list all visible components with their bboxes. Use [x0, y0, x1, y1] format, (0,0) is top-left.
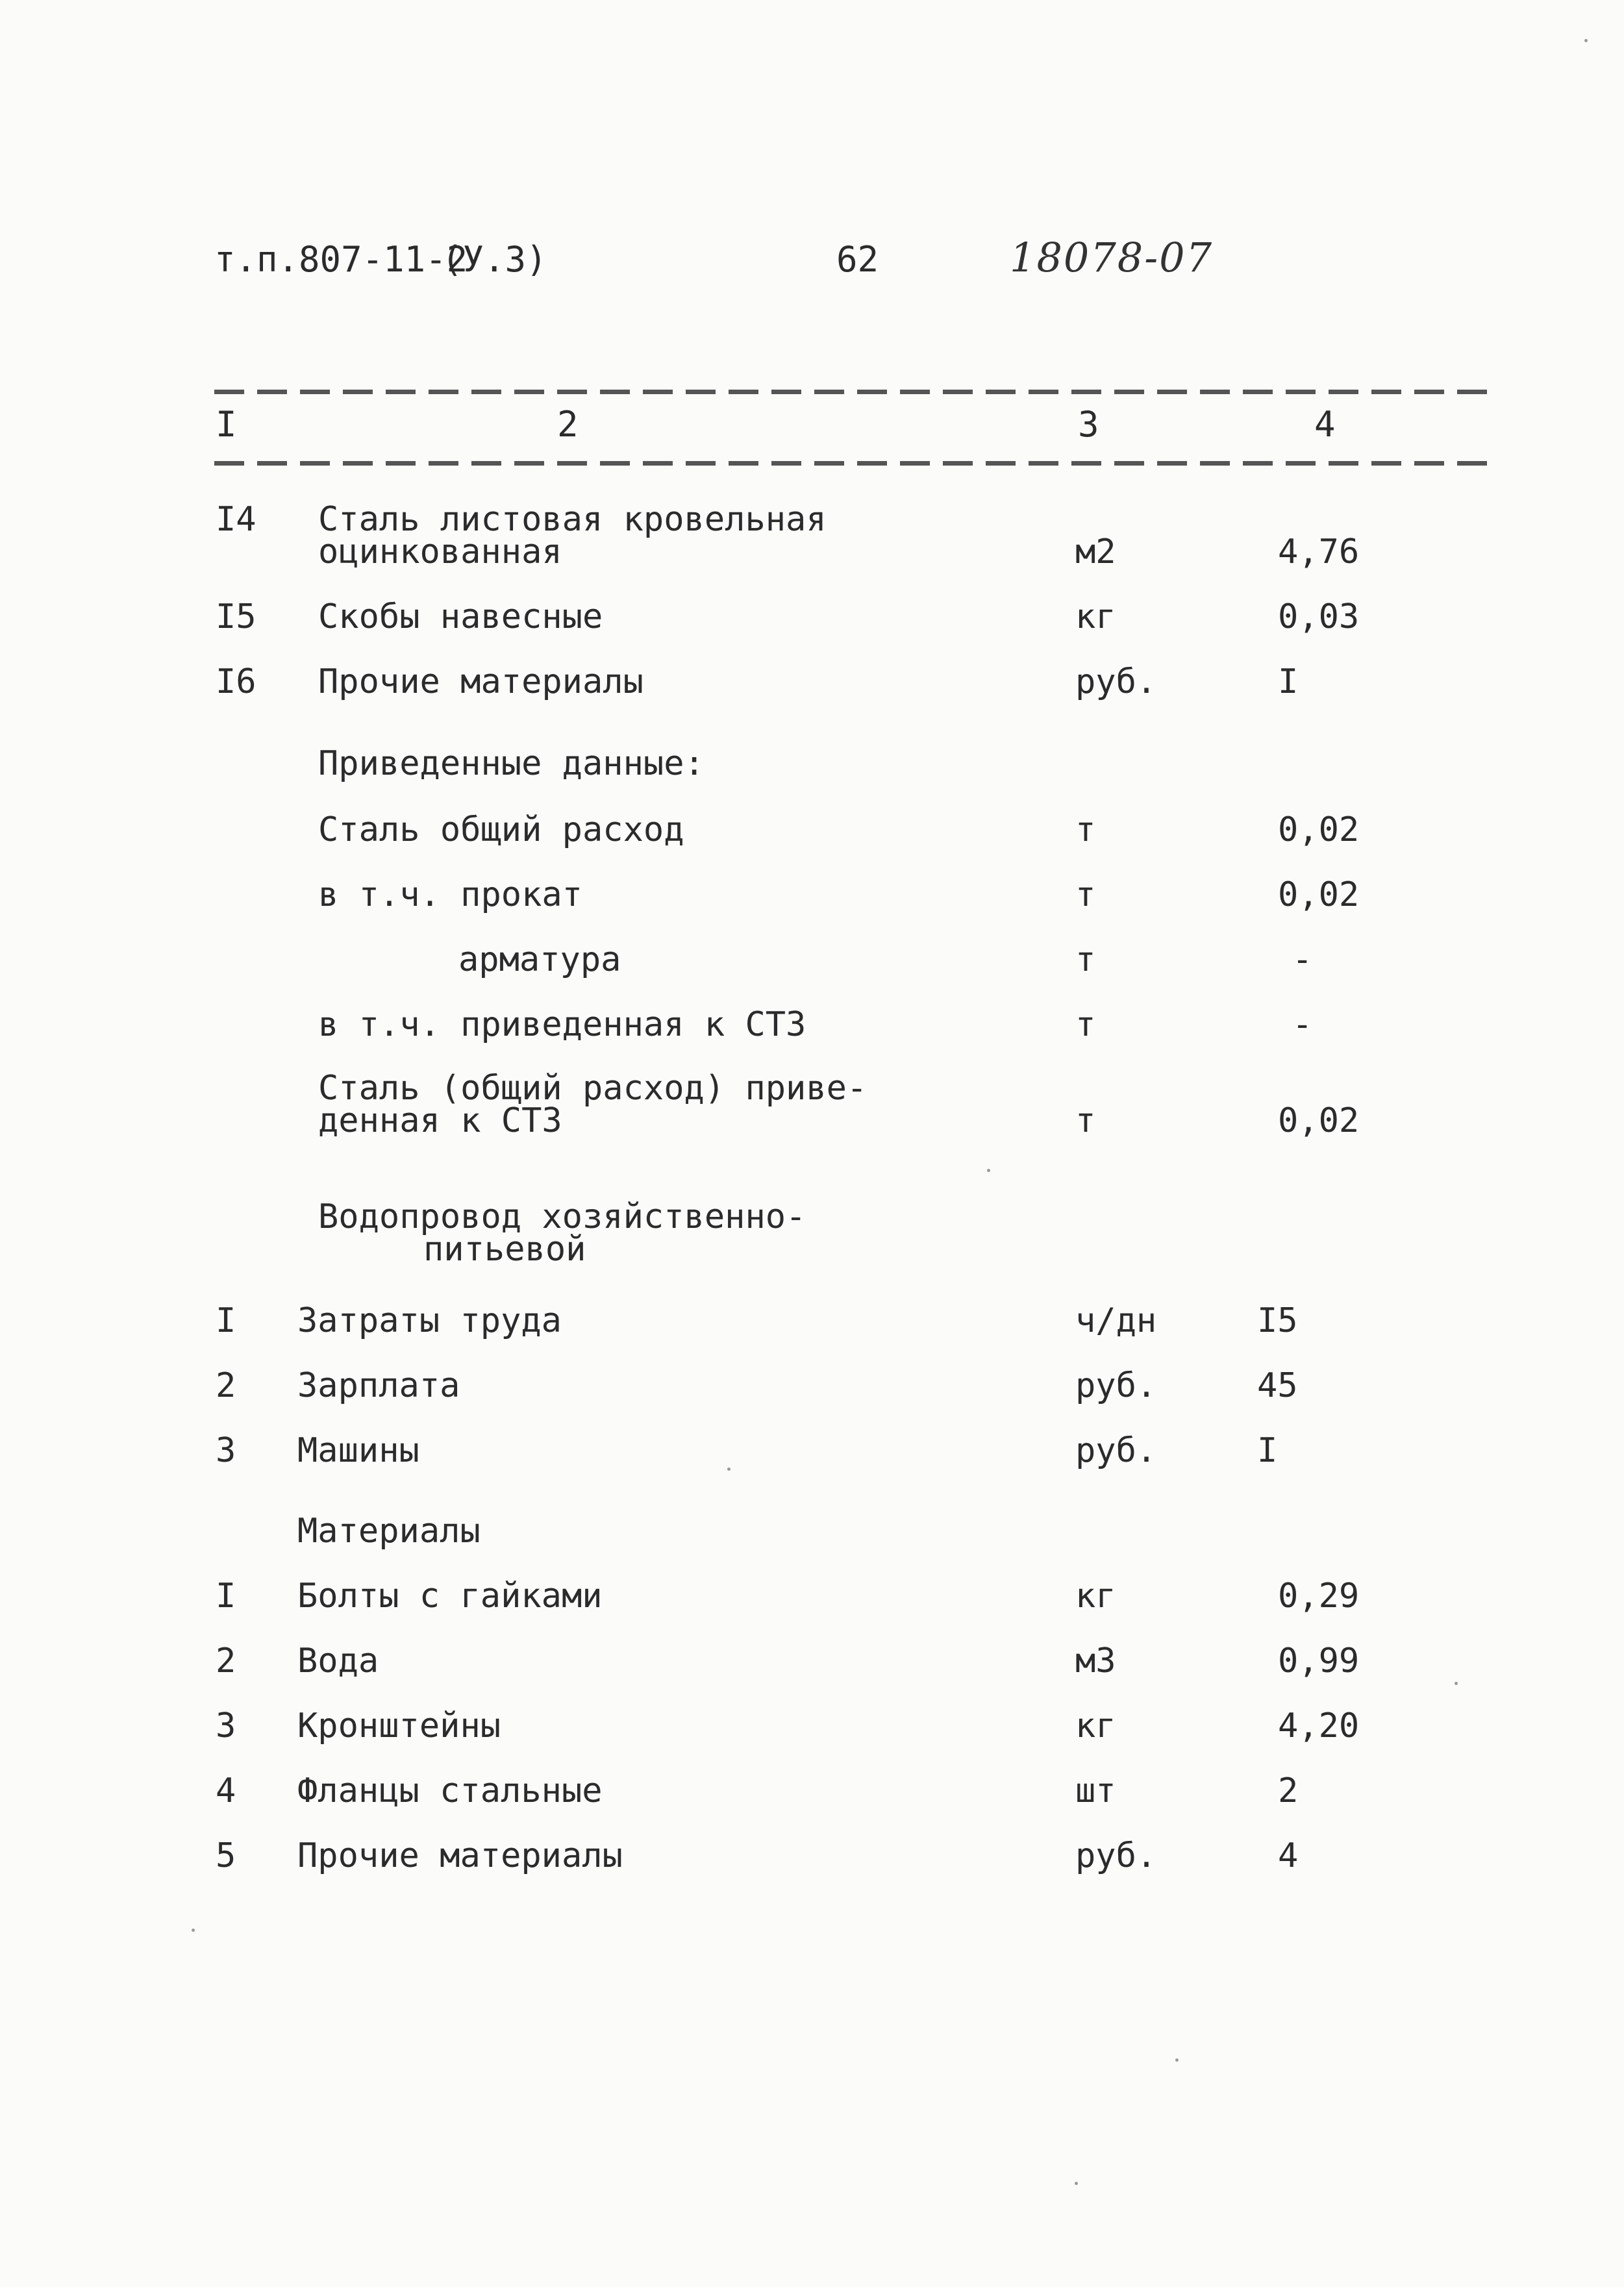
row-number: 2	[216, 1642, 236, 1681]
summary-value: 0,02	[1278, 875, 1360, 914]
row-unit: кг	[1075, 597, 1116, 636]
column-header-4: 4	[1314, 404, 1336, 445]
summary-label-line: денная к СТ3	[318, 1101, 562, 1140]
bottom-dashed-rule	[214, 461, 1487, 466]
row-name: Зарплата	[297, 1366, 460, 1405]
summary-unit: т	[1075, 940, 1096, 979]
row-value: 4	[1278, 1836, 1299, 1875]
row-unit: руб.	[1075, 1366, 1157, 1405]
scan-speck	[192, 1929, 195, 1932]
scan-speck	[1075, 2182, 1078, 2185]
scan-speck	[1175, 2058, 1179, 2062]
summary-heading: Приведенные данные:	[318, 744, 705, 783]
summary-value: -	[1292, 940, 1313, 979]
row-value: I5	[1257, 1301, 1298, 1340]
row-name: Фланцы стальные	[297, 1771, 603, 1810]
row-value: 2	[1278, 1771, 1299, 1810]
row-number: I	[216, 1577, 236, 1616]
row-unit: кг	[1075, 1706, 1116, 1745]
row-unit: руб.	[1075, 662, 1157, 701]
summary-value: 0,02	[1278, 810, 1360, 849]
row-value: 0,03	[1278, 597, 1360, 636]
summary-label: арматура	[458, 940, 621, 979]
row-number: 3	[216, 1431, 236, 1470]
scan-speck	[1455, 1682, 1458, 1685]
row-name: Прочие материалы	[318, 662, 643, 701]
summary-value: -	[1292, 1005, 1313, 1044]
row-number: 5	[216, 1836, 236, 1875]
row-value: 0,99	[1278, 1642, 1360, 1681]
row-unit: руб.	[1075, 1431, 1157, 1470]
page-number: 62	[836, 239, 879, 280]
row-unit: м2	[1075, 532, 1116, 571]
summary-unit: т	[1075, 810, 1096, 849]
row-name: Машины	[297, 1431, 419, 1470]
row-name: Скобы навесные	[318, 597, 603, 636]
row-number: I5	[216, 597, 256, 636]
row-value: I	[1257, 1431, 1278, 1470]
top-dashed-rule	[214, 390, 1487, 394]
scan-speck	[727, 1468, 731, 1471]
column-header-2: 2	[557, 404, 579, 445]
summary-label: в т.ч. прокат	[318, 875, 582, 914]
section-title-line: Водопровод хозяйственно-	[318, 1197, 806, 1236]
row-name: Затраты труда	[297, 1301, 562, 1340]
materials-heading: Материалы	[297, 1512, 481, 1551]
scan-speck	[1584, 39, 1588, 42]
summary-label-line: Сталь (общий расход) приве-	[318, 1069, 868, 1108]
row-name: Прочие материалы	[297, 1836, 623, 1875]
row-unit: м3	[1075, 1642, 1116, 1681]
column-header-3: 3	[1078, 404, 1099, 445]
row-unit: кг	[1075, 1577, 1116, 1616]
summary-label: в т.ч. приведенная к СТ3	[318, 1005, 806, 1044]
scan-speck	[987, 1169, 990, 1172]
inventory-number: 18078-07	[1010, 234, 1214, 281]
summary-unit: т	[1075, 1101, 1096, 1140]
document-part: (У.3)	[442, 239, 547, 280]
row-number: I4	[216, 500, 256, 539]
column-header-1: I	[216, 404, 237, 445]
row-value: I	[1278, 662, 1299, 701]
row-name-line: Сталь листовая кровельная	[318, 500, 827, 539]
row-unit: шт	[1075, 1771, 1116, 1810]
summary-value: 0,02	[1278, 1101, 1360, 1140]
row-value: 45	[1257, 1366, 1298, 1405]
row-number: 2	[216, 1366, 236, 1405]
row-value: 4,76	[1278, 532, 1360, 571]
section-title-line: питьевой	[423, 1230, 586, 1269]
row-name: Вода	[297, 1642, 379, 1681]
summary-label: Сталь общий расход	[318, 810, 684, 849]
row-number: 3	[216, 1706, 236, 1745]
row-name: Болты с гайками	[297, 1577, 603, 1616]
row-number: I	[216, 1301, 236, 1340]
document-code: т.п.807-11-2	[214, 239, 468, 280]
row-unit: ч/дн	[1075, 1301, 1157, 1340]
summary-unit: т	[1075, 875, 1096, 914]
row-value: 0,29	[1278, 1577, 1360, 1616]
row-number: I6	[216, 662, 256, 701]
row-number: 4	[216, 1771, 236, 1810]
summary-unit: т	[1075, 1005, 1096, 1044]
row-name: Кронштейны	[297, 1706, 501, 1745]
row-value: 4,20	[1278, 1706, 1360, 1745]
row-unit: руб.	[1075, 1836, 1157, 1875]
row-name-line: оцинкованная	[318, 532, 562, 571]
